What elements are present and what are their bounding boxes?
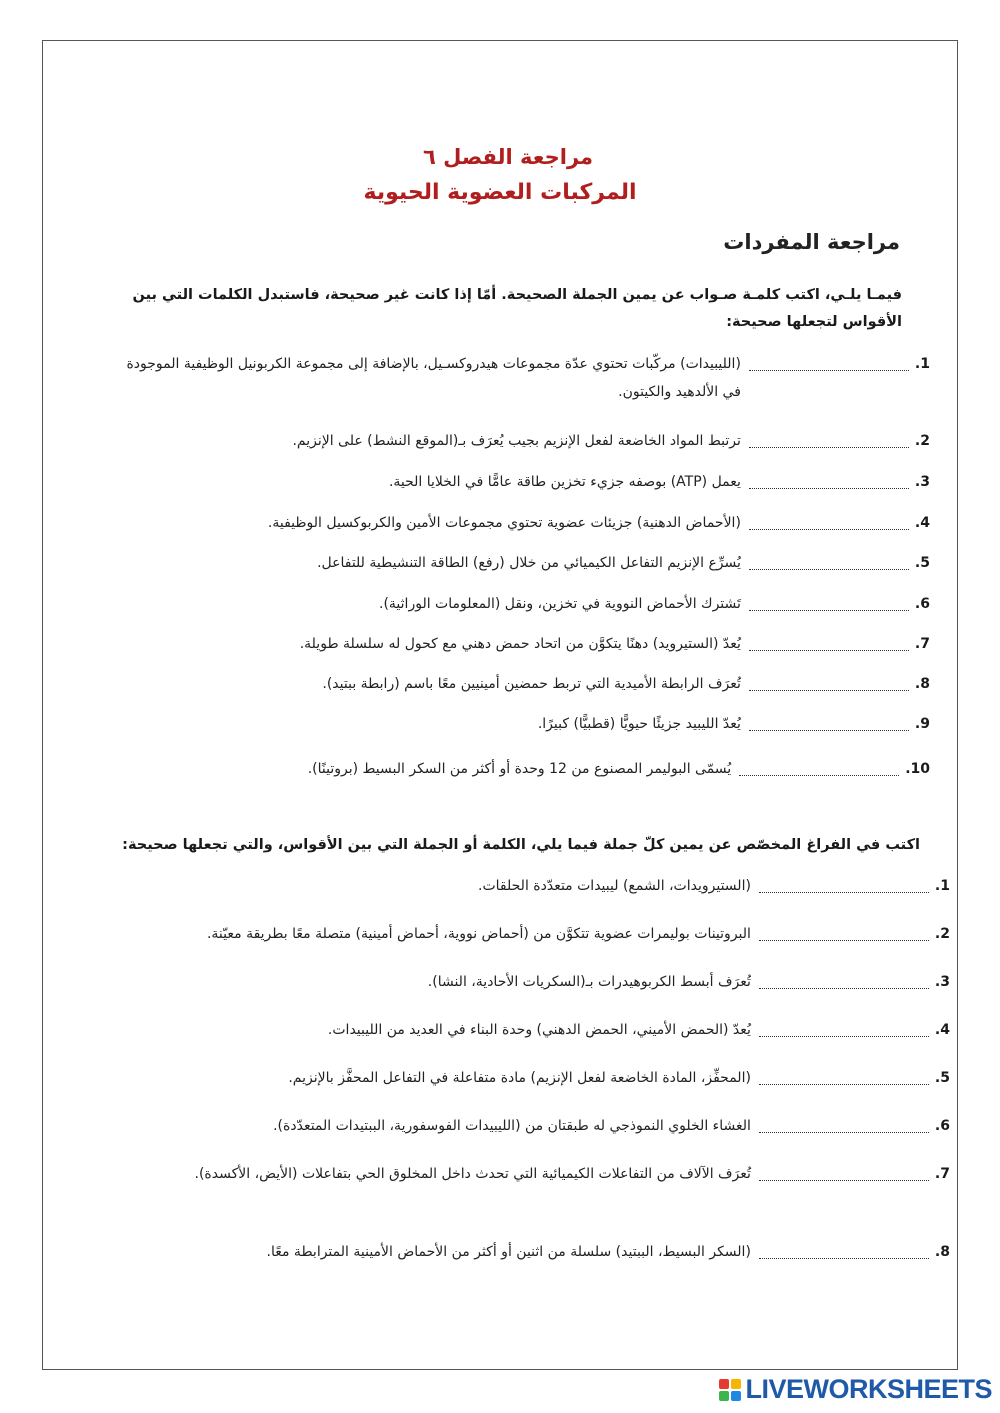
logo-square bbox=[731, 1379, 741, 1389]
answer-blank[interactable] bbox=[749, 551, 909, 570]
logo-mark-icon bbox=[719, 1379, 741, 1401]
section-title: مراجعة المفردات bbox=[723, 230, 900, 254]
answer-blank[interactable] bbox=[759, 1018, 929, 1037]
question-text: يُسمّى البوليمر المصنوع من 12 وحدة أو أكثر من السكر البسيط (بروتينًا). bbox=[307, 761, 732, 777]
part2-question-4 bbox=[70, 1016, 950, 1044]
part1-question-10 bbox=[110, 755, 930, 783]
question-text: تُعرَف الآلاف من التفاعلات الكيميائية التي تحدث داخل المخلوق الحي بتفاعلات (الأيض، الأكسدة). bbox=[194, 1166, 751, 1182]
question-number: 8. bbox=[914, 676, 930, 692]
part1-question-7 bbox=[110, 630, 930, 658]
question-number: 5. bbox=[914, 555, 930, 571]
answer-blank[interactable] bbox=[759, 1066, 929, 1085]
question-text: تُعرَف أبسط الكربوهيدرات بـ(السكريات الأحادية، النشا). bbox=[427, 974, 751, 990]
answer-blank[interactable] bbox=[749, 672, 909, 691]
brand-name: LIVEWORKSHEETS bbox=[745, 1374, 992, 1404]
part2-instruction: اكتب في الفراغ المخصّص عن يمين كلّ جملة فيما يلي، الكلمة أو الجملة التي بين الأقواس، والتي تجعلها صحيحة: bbox=[122, 837, 920, 853]
chapter-title: مراجعة الفصل ٦ bbox=[422, 145, 594, 169]
chapter-subtitle: المركبات العضوية الحيوية bbox=[363, 180, 637, 205]
part1-question-9 bbox=[110, 710, 930, 738]
part2-question-3 bbox=[70, 968, 950, 996]
answer-blank[interactable] bbox=[759, 1114, 929, 1133]
question-text: (الأحماض الدهنية) جزيئات عضوية تحتوي مجموعات الأمين والكربوكسيل الوظيفية. bbox=[267, 515, 741, 531]
question-number: 4. bbox=[934, 1022, 950, 1038]
question-text: يُعدّ (الحمض الأميني، الحمض الدهني) وحدة البناء في العديد من الليبيدات. bbox=[327, 1022, 751, 1038]
question-number: 1. bbox=[934, 878, 950, 894]
question-number: 1. bbox=[914, 356, 930, 372]
part1-instruction: فيمـا يلـي، اكتب كلمـة صـواب عن يمين الجملة الصحيحة. أمّا إذا كانت غير صحيحة، فاستبدل الكلمات التي بين الأقواس لتجعلها صحيحة: bbox=[132, 287, 902, 330]
question-text: ترتبط المواد الخاضعة لفعل الإنزيم بجيب يُعرَف بـ(الموقع النشط) على الإنزيم. bbox=[292, 433, 741, 449]
answer-blank[interactable] bbox=[749, 511, 909, 530]
question-text: يُعدّ الليبيد جزيئًا حيويًّا (قطبيًّا) كبيرًا. bbox=[537, 716, 741, 732]
question-text: (الليبيدات) مركّبات تحتوي عدّة مجموعات هيدروكسـيل، بالإضافة إلى مجموعة الكربونيل الوظيفية الموجودة في الألدهيد والكيتون. bbox=[126, 356, 741, 400]
question-text: تَشترك الأحماض النووية في تخزين، ونقل (المعلومات الوراثية). bbox=[379, 596, 741, 612]
logo-square bbox=[731, 1391, 741, 1401]
answer-blank[interactable] bbox=[749, 429, 909, 448]
question-text: (السكر البسيط، الببتيد) سلسلة من اثنين أو أكثر من الأحماض الأمينية المترابطة معًا. bbox=[266, 1244, 751, 1260]
question-number: 7. bbox=[934, 1166, 950, 1182]
question-text: (المحفِّز، المادة الخاضعة لفعل الإنزيم) مادة متفاعلة في التفاعل المحفَّز بالإنزيم. bbox=[288, 1070, 751, 1086]
logo-square bbox=[719, 1379, 729, 1389]
answer-blank[interactable] bbox=[759, 970, 929, 989]
question-text: (الستيرويدات، الشمع) ليبيدات متعدّدة الحلقات. bbox=[478, 878, 751, 894]
part2-question-5 bbox=[70, 1064, 950, 1092]
part2-question-7 bbox=[70, 1160, 950, 1188]
part1-question-8 bbox=[110, 670, 930, 698]
part1-question-4 bbox=[110, 509, 930, 537]
answer-blank[interactable] bbox=[759, 874, 929, 893]
question-number: 3. bbox=[934, 974, 950, 990]
part2-question-8 bbox=[70, 1238, 950, 1266]
part2-question-1 bbox=[70, 872, 950, 900]
part1-question-6 bbox=[110, 590, 930, 618]
question-number: 10. bbox=[905, 761, 930, 777]
question-number: 2. bbox=[934, 926, 950, 942]
answer-blank[interactable] bbox=[749, 470, 909, 489]
question-number: 2. bbox=[914, 433, 930, 449]
question-text: البروتينات بوليمرات عضوية تتكوَّن من (أحماض نووية، أحماض أمينية) متصلة معًا بطريقة معيّنة. bbox=[206, 926, 751, 942]
answer-blank[interactable] bbox=[739, 757, 899, 776]
question-text: تُعرَف الرابطة الأميدية التي تربط حمضين أمينيين معًا باسم (رابطة ببتيد). bbox=[322, 676, 741, 692]
question-number: 7. bbox=[914, 636, 930, 652]
part1-question-2 bbox=[110, 427, 930, 455]
answer-blank[interactable] bbox=[749, 352, 909, 371]
question-text: الغشاء الخلوي النموذجي له طبقتان من (الليبيدات الفوسفورية، الببتيدات المتعدّدة). bbox=[273, 1118, 751, 1134]
answer-blank[interactable] bbox=[759, 922, 929, 941]
question-text: يُسرِّع الإنزيم التفاعل الكيميائي من خلال (رفع) الطاقة التنشيطية للتفاعل. bbox=[317, 555, 741, 571]
answer-blank[interactable] bbox=[749, 632, 909, 651]
part2-question-2 bbox=[70, 920, 950, 948]
answer-blank[interactable] bbox=[749, 712, 909, 731]
question-number: 6. bbox=[914, 596, 930, 612]
part2-question-6 bbox=[70, 1112, 950, 1140]
part1-question-5 bbox=[110, 549, 930, 577]
logo-square bbox=[719, 1391, 729, 1401]
liveworksheets-logo bbox=[719, 1374, 992, 1405]
answer-blank[interactable] bbox=[759, 1162, 929, 1181]
question-number: 8. bbox=[934, 1244, 950, 1260]
question-text: يُعدّ (الستيرويد) دهنًا يتكوَّن من اتحاد حمض دهني مع كحول له سلسلة طويلة. bbox=[299, 636, 741, 652]
answer-blank[interactable] bbox=[749, 592, 909, 611]
question-number: 6. bbox=[934, 1118, 950, 1134]
question-text: يعمل (ATP) بوصفه جزيء تخزين طاقة عامًّا في الخلايا الحية. bbox=[388, 474, 741, 490]
part1-question-1 bbox=[110, 350, 930, 406]
question-number: 3. bbox=[914, 474, 930, 490]
question-number: 5. bbox=[934, 1070, 950, 1086]
answer-blank[interactable] bbox=[759, 1240, 929, 1259]
part1-question-3 bbox=[110, 468, 930, 496]
question-number: 9. bbox=[914, 716, 930, 732]
question-number: 4. bbox=[914, 515, 930, 531]
